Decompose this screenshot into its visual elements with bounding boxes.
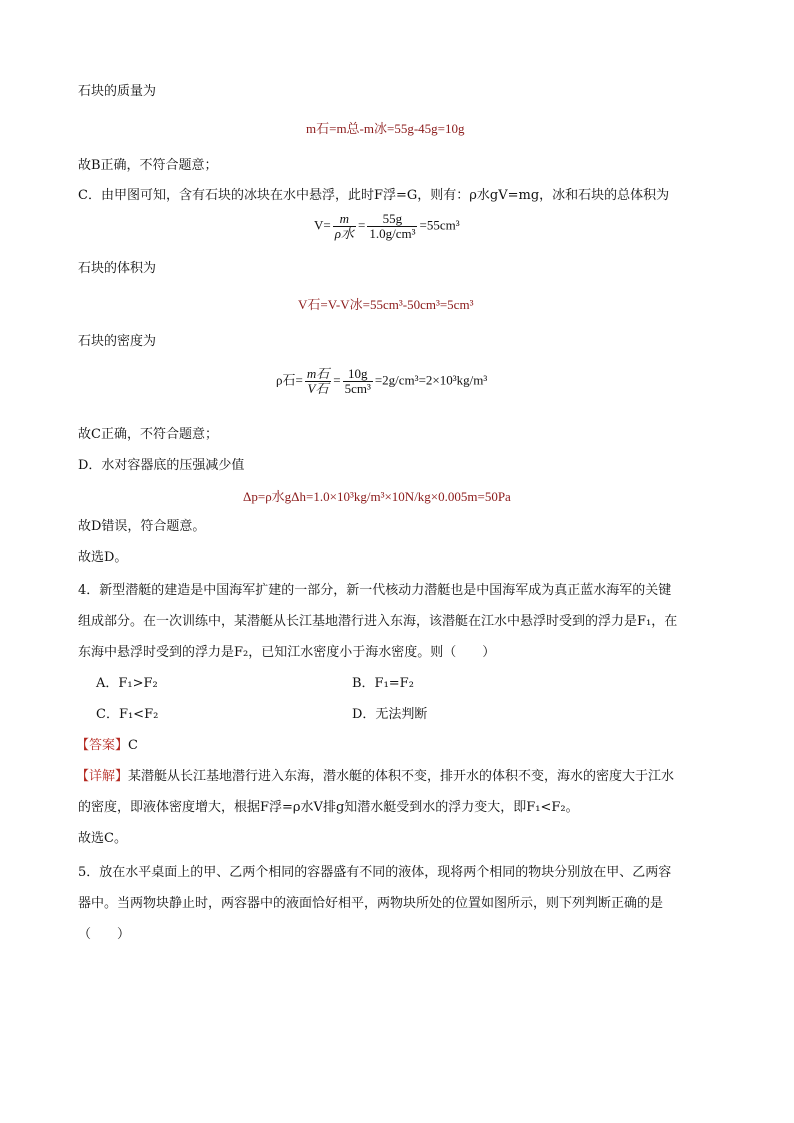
den-frac-2-den: 5cm³ [344,381,371,396]
stone-density-equation: ρ石= $\frac{\text{m石}}{\text{V石}}$ = $\frac{10g}{\text{5cm³}}$ =2g/cm³=2×10³kg/m³ [276,366,488,396]
answer-value: C [128,738,138,753]
c-conclusion: 故C正确，不符合题意； [78,427,218,442]
den-frac-2 [343,367,373,396]
vol-frac-1-num: m [333,212,356,227]
q4-detail-2: 的密度，即液体密度增大，根据F浮=ρ水V排g知潜水艇受到水的浮力变大，即F₁<F₂。 [78,800,579,815]
b-conclusion: 故B正确，不符合题意； [78,158,218,173]
q5-line-1: 5．放在水平桌面上的甲、乙两个相同的容器盛有不同的液体，现将两个相同的物块分别放在甲、乙两容 [78,865,672,880]
vol-eq-rhs: =55cm³ [419,217,460,233]
q4-line-1: 4．新型潜艇的建造是中国海军扩建的一部分，新一代核动力潜艇也是中国海军成为真正蓝水海军的关键 [78,583,672,598]
den-eq-lhs: ρ石= [276,372,303,388]
vol-frac-1-den: ρ水 [334,226,354,241]
select-d: 故选D。 [78,550,128,565]
total-volume-equation: V= $\frac{m}{\text{ρ水}}$ = $\frac{55g}{\text{1.0g/cm³}}$ =55cm³ [314,211,460,241]
q4-option-a: A．F₁>F₂ [96,676,158,691]
answer-tag: 【答案】 [76,738,129,753]
q5-line-2: 器中。当两物块静止时，两容器中的液面恰好相平，两物块所处的位置如图所示，则下列判断正确的是 [78,896,664,911]
c-intro: C．由甲图可知，含有石块的冰块在水中悬浮，此时F浮=G，则有：ρ水gV=mg，冰和石块的总体积为 [78,188,670,203]
den-frac-1-num: m石 [306,366,330,381]
mass-label: 石块的质量为 [78,84,157,99]
pressure-equation: Δp=ρ水gΔh=1.0×10³kg/m³×10N/kg×0.005m=50Pa [243,489,511,504]
vol-frac-1 [333,212,356,241]
q4-option-b: B．F₁=F₂ [352,676,414,691]
detail-tag: 【详解】 [76,769,129,784]
q4-line-3: 东海中悬浮时受到的浮力是F₂，已知江水密度小于海水密度。则（ ） [78,645,496,660]
den-frac-1 [305,367,331,396]
q4-option-c: C．F₁<F₂ [96,707,159,722]
detail-text-1: 某潜艇从长江基地潜行进入东海，潜水艇的体积不变，排开水的体积不变，海水的密度大于江水 [128,769,675,784]
q4-line-2: 组成部分。在一次训练中，某潜艇从长江基地潜行进入东海，该潜艇在江水中悬浮时受到的浮力是F₁，在 [78,614,678,629]
select-c: 故选C。 [78,831,127,846]
volume-label: 石块的体积为 [78,261,157,276]
stone-mass-equation: m石=m总-m冰=55g-45g=10g [306,121,465,136]
d-conclusion: 故D错误，符合题意。 [78,519,206,534]
density-label: 石块的密度为 [78,334,157,349]
q5-line-3: （ ） [78,927,131,942]
den-frac-1-den: V石 [307,381,329,396]
q4-answer [76,737,138,755]
q4-option-d: D．无法判断 [352,707,428,722]
vol-eq-lhs: V= [314,217,331,233]
den-eq-rhs: =2g/cm³=2×10³kg/m³ [374,372,488,388]
q4-detail-1 [76,768,674,786]
vol-frac-2-num: 55g [367,212,417,227]
vol-frac-2-den: 1.0g/cm³ [369,226,416,241]
stone-volume-equation: V石=V-V冰=55cm³-50cm³=5cm³ [298,297,474,312]
den-frac-2-num: 10g [343,367,373,382]
vol-frac-2 [367,212,417,241]
d-intro: D．水对容器底的压强减少值 [78,458,245,473]
